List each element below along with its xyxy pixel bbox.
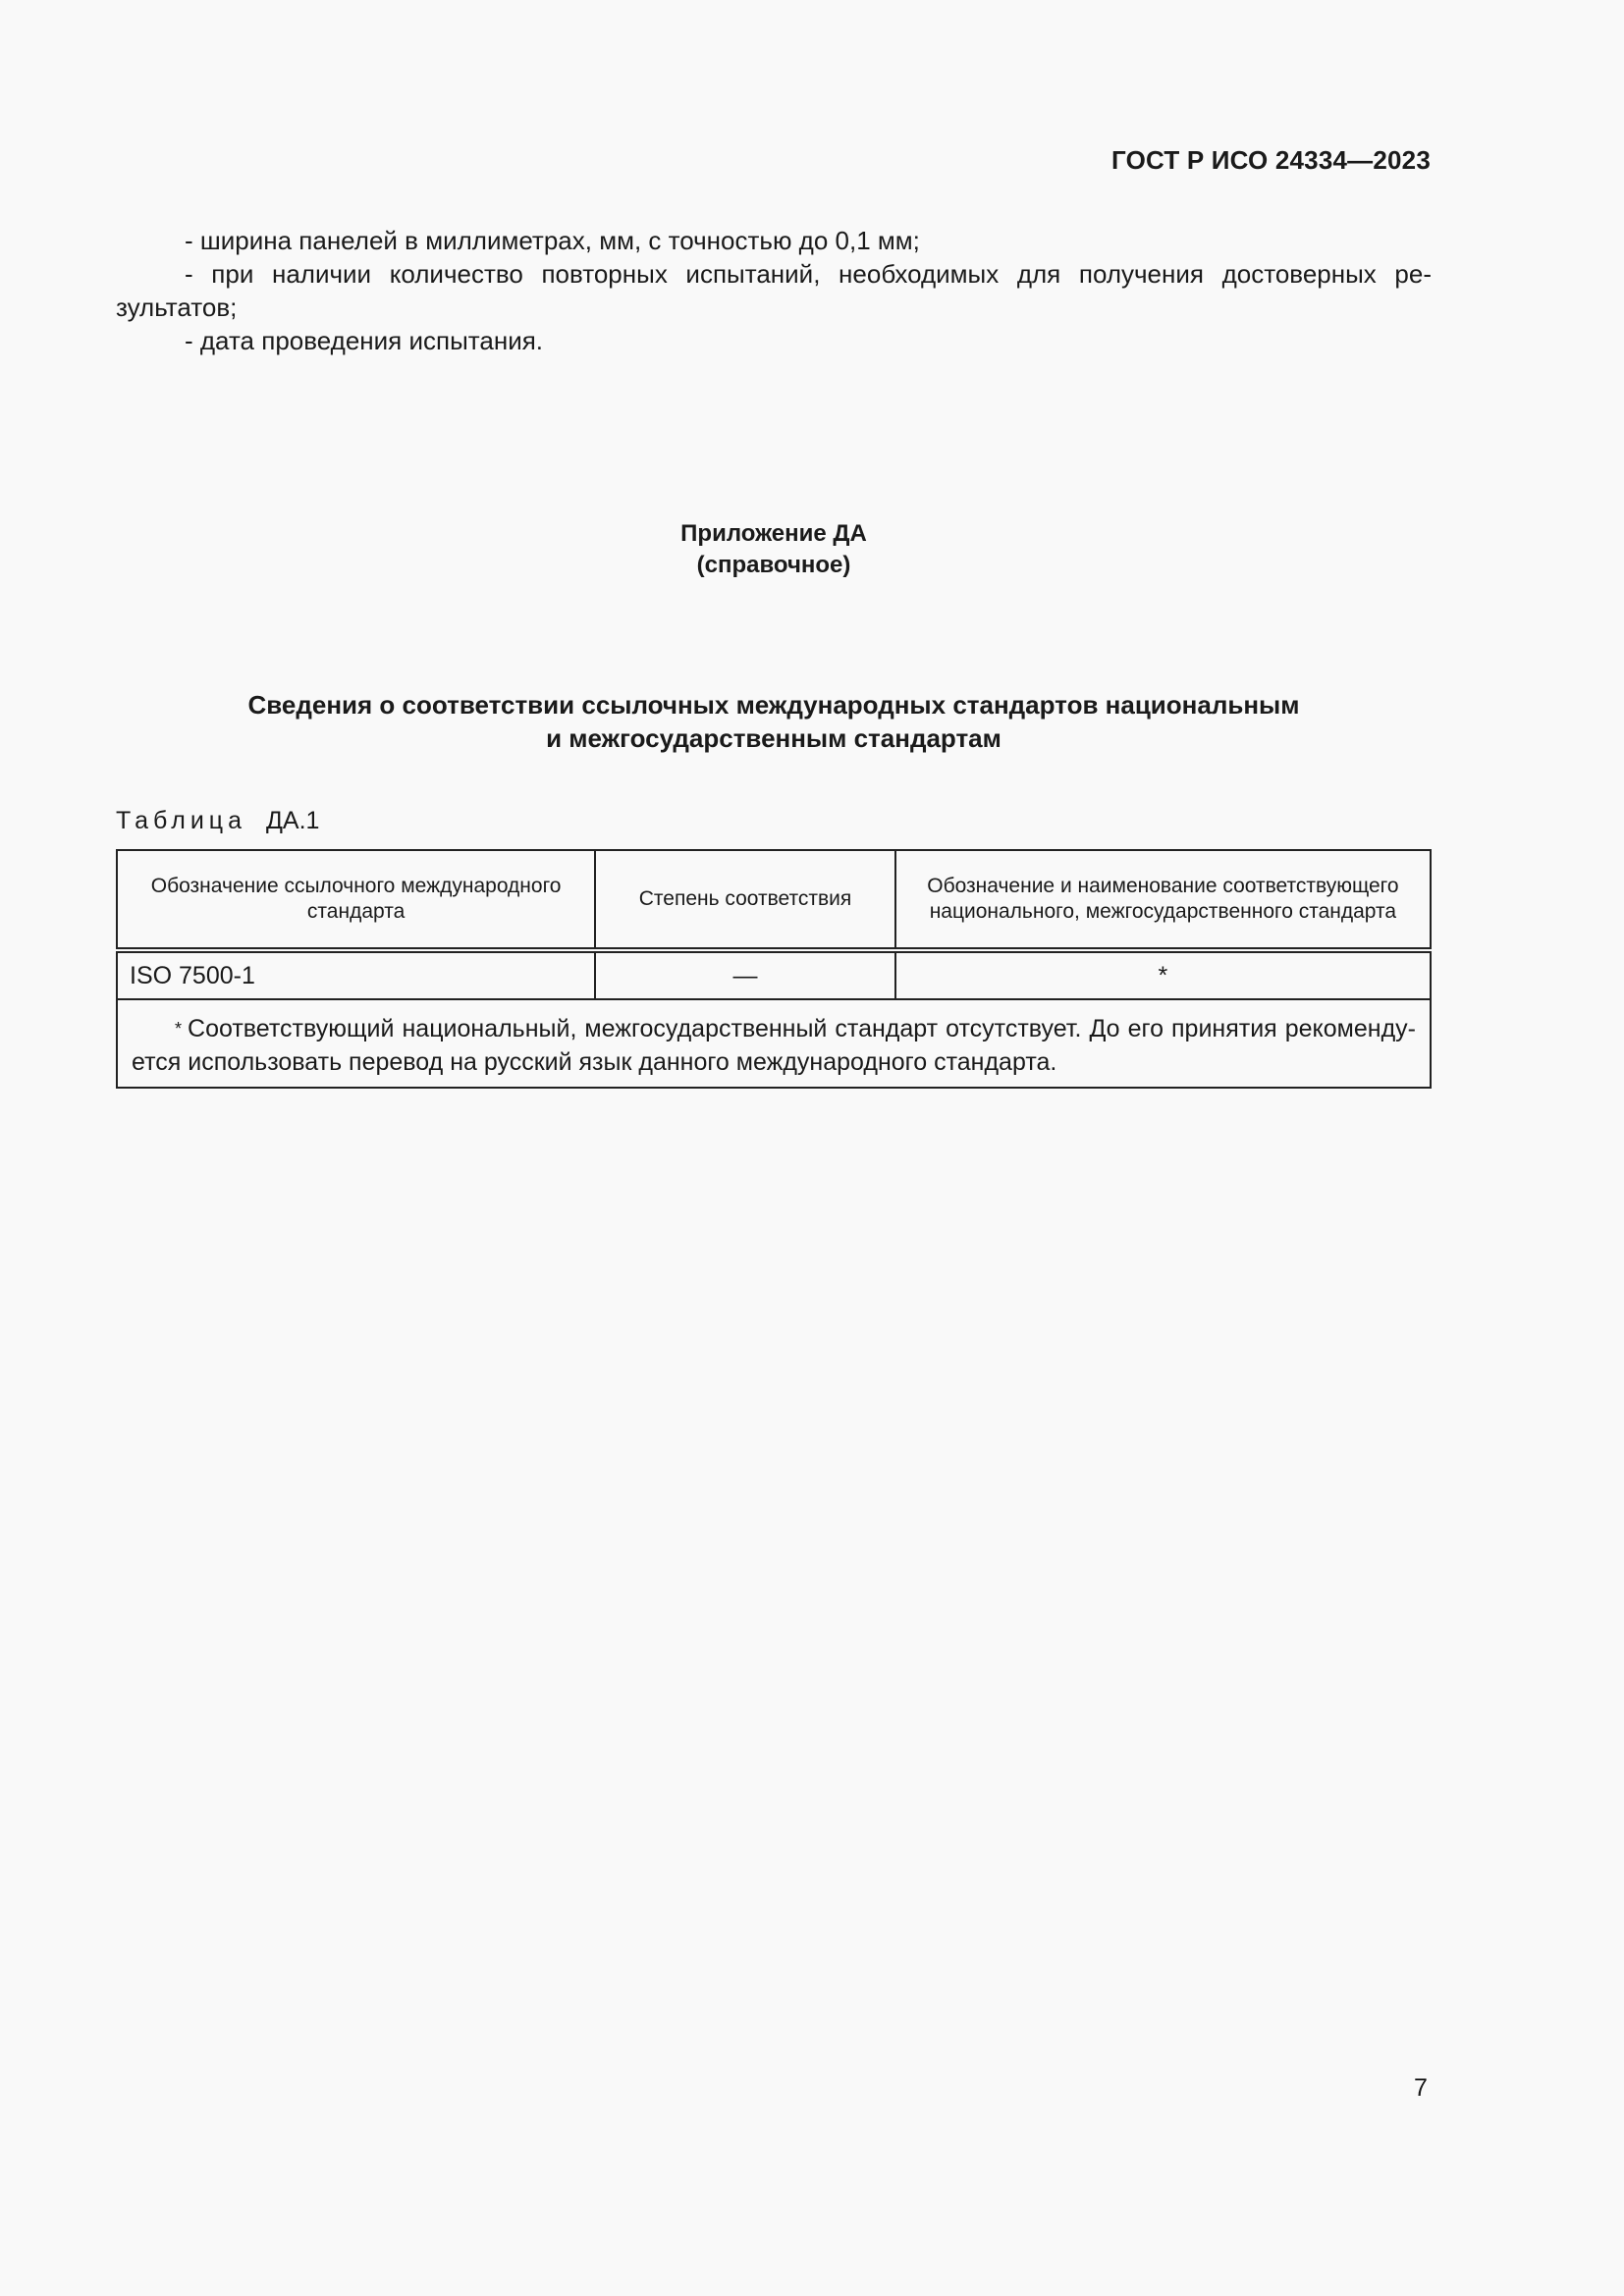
asterisk-icon: * (175, 1019, 183, 1039)
table-caption-label: Таблица (116, 807, 247, 834)
section-title-line1: Сведения о соответствии ссылочных международных стандартов национальным (247, 690, 1300, 720)
list-item-continuation: зультатов; (116, 293, 238, 322)
list-item: - дата проведения испытания. (185, 326, 544, 355)
section-title-line2: и межгосударственным стандартам (546, 723, 1001, 753)
footnote-line1 (132, 1012, 1416, 1045)
cell-degree: — (595, 950, 895, 999)
document-standard-id: ГОСТ Р ИСО 24334—2023 (1110, 145, 1431, 175)
list-item: - ширина панелей в миллиметрах, мм, с точностью до 0,1 мм; (185, 226, 920, 255)
cell-national-standard: * (895, 950, 1431, 999)
column-header-national-standard: Обозначение и наименование соответствующего национального, межгосударственного стандарта (895, 850, 1431, 950)
column-header-degree: Степень соответствия (595, 850, 895, 950)
section-heading (0, 688, 1547, 755)
footnote-text-line1: Соответствующий национальный, межгосударственный стандарт отсутствует. До его принятия рекоменду- (188, 1015, 1416, 1042)
column-header-ref-standard: Обозначение ссылочного международного стандарта (117, 850, 595, 950)
requirements-list (116, 224, 1432, 357)
appendix-title: Приложение ДА (680, 520, 867, 547)
table-footnote (117, 999, 1431, 1088)
table-header-row (117, 850, 1431, 950)
standards-correspondence-table (116, 849, 1432, 1089)
footnote-text-line2: ется использовать перевод на русский язык данного международного стандарта. (132, 1048, 1057, 1076)
table-caption (116, 807, 319, 835)
appendix-subtitle: (справочное) (696, 552, 851, 578)
table-row (117, 950, 1431, 999)
appendix-heading (0, 518, 1547, 581)
cell-ref-standard: ISO 7500-1 (117, 950, 595, 999)
list-item: - при наличии количество повторных испытаний, необходимых для получения достоверных ре- (185, 259, 1432, 289)
table-caption-number: ДА.1 (265, 807, 320, 834)
table-footnote-row (117, 999, 1431, 1088)
page-number: 7 (1414, 2074, 1428, 2102)
